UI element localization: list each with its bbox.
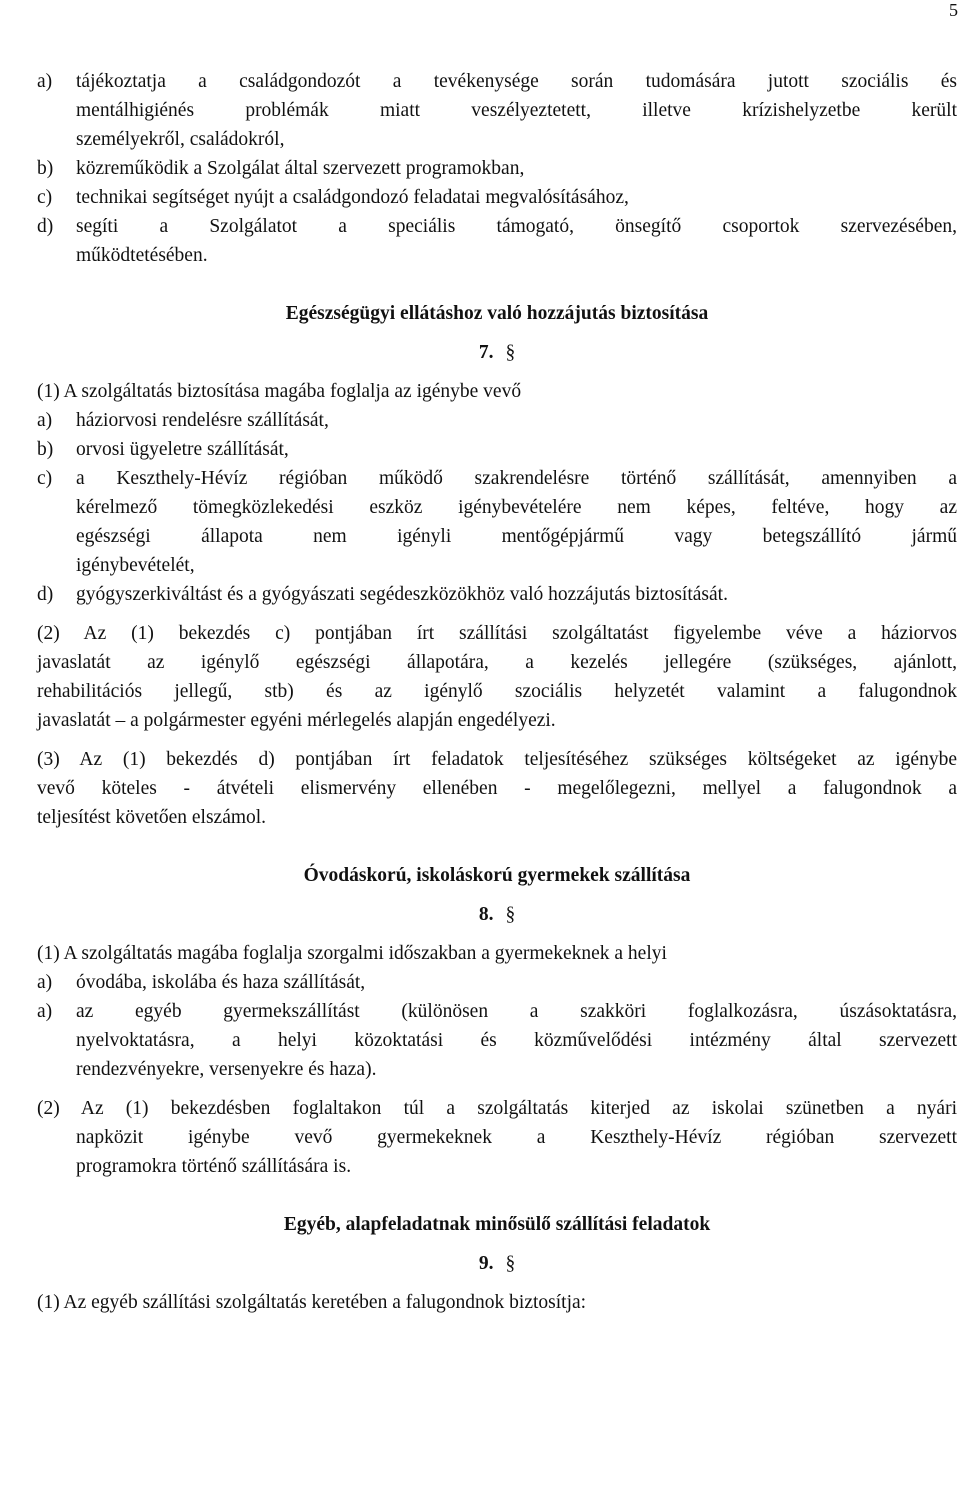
section-heading: Óvodáskorú, iskoláskorú gyermekek szállítása — [303, 865, 691, 886]
document-body — [37, 67, 957, 1317]
item-text: kérelmező tömegközlekedési eszköz igénybevételére nem képes, feltéve, hogy az — [76, 497, 957, 518]
section-number — [37, 1249, 957, 1278]
page-number: 5 — [949, 0, 958, 20]
item-label: a) — [37, 972, 53, 993]
paragraph-line: (2) Az (1) bekezdés c) pontjában írt szállítási szolgáltatást figyelembe véve a háziorvos — [37, 623, 957, 644]
list-item — [37, 183, 957, 212]
list-item — [37, 67, 957, 96]
paragraph-sign: § — [505, 904, 516, 925]
paragraph-line: vevő köteles - átvételi elismervény ellenében - megelőlegezni, mellyel a falugondnok a — [37, 778, 957, 799]
paragraph-line: rehabilitációs jellegű, stb) és az igénylő szociális helyzetét valamint a falugondnok — [37, 681, 957, 702]
item-label: a) — [37, 410, 53, 431]
item-text: óvodába, iskolába és haza szállítását, — [76, 972, 366, 993]
section-number-text: 8. — [478, 904, 494, 925]
item-label: b) — [37, 158, 54, 179]
paragraph-intro: (1) A szolgáltatás magába foglalja szorgalmi időszakban a gyermekeknek a helyi — [37, 943, 667, 964]
item-label: a) — [37, 71, 53, 92]
item-label: b) — [37, 439, 54, 460]
item-text: rendezvényekre, versenyekre és haza). — [76, 1059, 377, 1080]
list-item — [37, 406, 957, 435]
section-heading: Egészségügyi ellátáshoz való hozzájutás biztosítása — [285, 303, 709, 324]
paragraph-intro: (1) A szolgáltatás biztosítása magába foglalja az igénybe vevő — [37, 381, 522, 402]
item-label: a) — [37, 1001, 53, 1022]
item-text: a Keszthely-Hévíz régióban működő szakrendelésre történő szállítását, amennyiben a — [76, 468, 957, 489]
item-text: tájékoztatja a családgondozót a tevékenysége során tudomására jutott szociális és — [76, 71, 957, 92]
item-text: igénybevételét, — [76, 555, 195, 576]
paragraph-sign: § — [505, 342, 516, 363]
item-text: háziorvosi rendelésre szállítását, — [76, 410, 329, 431]
item-text: technikai segítséget nyújt a családgondozó feladatai megvalósításához, — [76, 187, 629, 208]
paragraph-line: javaslatát az igénylő egészségi állapotára, a kezelés jellegére (szükséges, ajánlott, — [37, 652, 957, 673]
list-item — [37, 464, 957, 493]
paragraph-line: napközit igénybe vevő gyermekeknek a Keszthely-Hévíz régióban szervezett — [76, 1127, 957, 1148]
paragraph-sign: § — [505, 1253, 516, 1274]
item-text: gyógyszerkiváltást és a gyógyászati segédeszközökhöz való hozzájutás biztosítását. — [76, 584, 728, 605]
list-item — [37, 212, 957, 241]
item-text: mentálhigiénés problémák miatt veszélyeztetett, illetve krízishelyzetbe került — [76, 100, 957, 121]
item-label: c) — [37, 187, 53, 208]
section-number — [37, 900, 957, 929]
item-text: egészségi állapota nem igényli mentőgépjármű vagy betegszállító jármű — [76, 526, 957, 547]
item-label: c) — [37, 468, 53, 489]
section-heading: Egyéb, alapfeladatnak minősülő szállítási feladatok — [283, 1214, 711, 1235]
item-text: segíti a Szolgálatot a speciális támogató, önsegítő csoportok szervezésében, — [76, 216, 957, 237]
paragraph-line: teljesítést követően elszámol. — [37, 807, 267, 828]
section-number-text: 9. — [478, 1253, 494, 1274]
section-number — [37, 338, 957, 367]
list-item — [37, 997, 957, 1026]
paragraph-line: (2) Az (1) bekezdésben foglaltakon túl a szolgáltatás kiterjed az iskolai szünetben a nyári — [37, 1098, 957, 1119]
paragraph-intro: (1) Az egyéb szállítási szolgáltatás keretében a falugondnok biztosítja: — [37, 1292, 587, 1313]
item-text: az egyéb gyermekszállítást (különösen a szakköri foglalkozásra, úszásoktatásra, — [76, 1001, 957, 1022]
item-text: személyekről, családokról, — [76, 129, 285, 150]
section-number-text: 7. — [478, 342, 494, 363]
item-text: orvosi ügyeletre szállítását, — [76, 439, 289, 460]
list-item — [37, 968, 957, 997]
paragraph-line: javaslatát – a polgármester egyéni mérlegelés alapján engedélyezi. — [37, 710, 556, 731]
list-item — [37, 580, 957, 609]
list-item — [37, 435, 957, 464]
item-text: közreműködik a Szolgálat által szervezett programokban, — [76, 158, 525, 179]
paragraph-line: programokra történő szállítására is. — [76, 1156, 352, 1177]
item-text: nyelvoktatásra, a helyi közoktatási és közművelődési intézmény által szervezett — [76, 1030, 957, 1051]
list-item — [37, 154, 957, 183]
item-label: d) — [37, 216, 54, 237]
item-label: d) — [37, 584, 54, 605]
item-text: működtetésében. — [76, 245, 208, 266]
paragraph-line: (3) Az (1) bekezdés d) pontjában írt feladatok teljesítéséhez szükséges költségeket az igénybe — [37, 749, 957, 770]
